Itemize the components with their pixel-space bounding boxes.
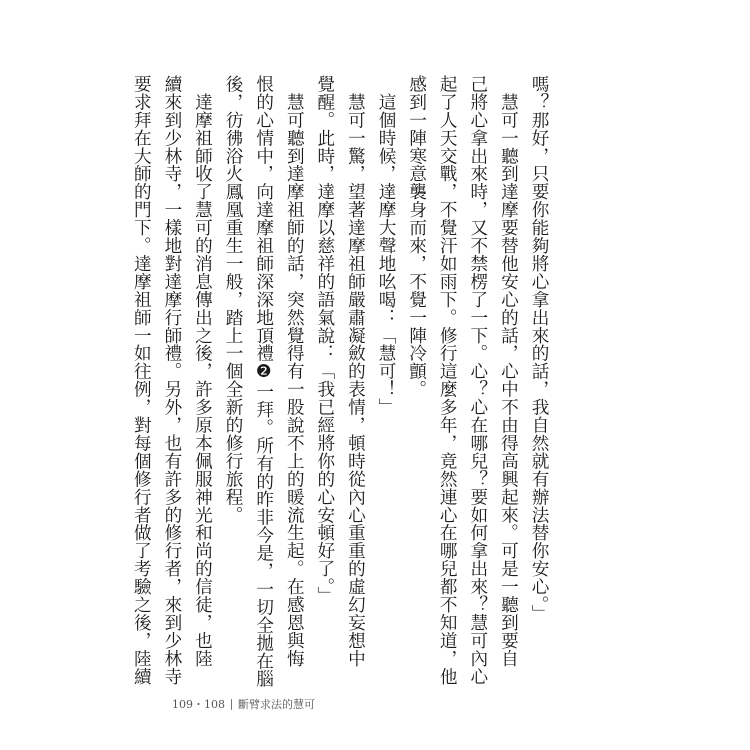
text-line: 續來到少林寺，一樣地對達摩行師禮。另外，也有許多的修行者，來到少林寺 (161, 75, 182, 686)
text-line: 恨的心情中，向達摩祖師深深地頂禮❷一拜。所有的昨非今是，一切全拋在腦 (253, 75, 274, 688)
page-footer (172, 696, 315, 712)
text-line: 要求拜在大師的門下。達摩祖師一如往例，對每個修行者做了考驗之後，陸續 (131, 75, 152, 686)
text-line: 這個時候，達摩大聲地吆喝：「慧可！」 (376, 75, 397, 417)
text-line: 起了人天交戰，不覺汗如雨下。修行這麼多年，竟然連心在哪兒都不知道，他 (437, 75, 458, 686)
book-title: 斷臂求法的慧可 (238, 698, 315, 711)
text-line: 覺醒。此時，達摩以慈祥的語氣說：「我已經將你的心安頓好了。」 (314, 75, 335, 605)
text-line: 達摩祖師收了慧可的消息傳出之後，許多原本佩服神光和尚的信徒，也陸 (192, 75, 213, 668)
text-line: 慧可一聽到達摩要替他安心的話，心中不由得高興起來。可是一聽到要自 (498, 75, 519, 668)
text-line: 感到一陣寒意襲身而來，不覺一陣冷顫。 (406, 75, 427, 399)
text-line: 己將心拿出來時，又不禁楞了一下。心？心在哪兒？要如何拿出來？慧可內心 (467, 75, 488, 686)
text-line: 嗎？那好，只要你能夠將心拿出來的話，我自然就有辦法替你安心。」 (529, 75, 549, 623)
vertical-text-block (126, 75, 554, 688)
page-numbers: 109・108 (172, 698, 225, 711)
footer-divider (231, 699, 232, 710)
text-line: 後，彷彿浴火鳳凰重生一般，踏上一個全新的修行旅程。 (223, 75, 244, 524)
text-line: 慧可一驚，望著達摩祖師嚴肅凝斂的表情，頓時從內心重重的虛幻妄想中 (345, 75, 366, 668)
text-line: 慧可聽到達摩祖師的話，突然覺得有一股說不上的暖流生起。在感恩與悔 (284, 75, 305, 668)
